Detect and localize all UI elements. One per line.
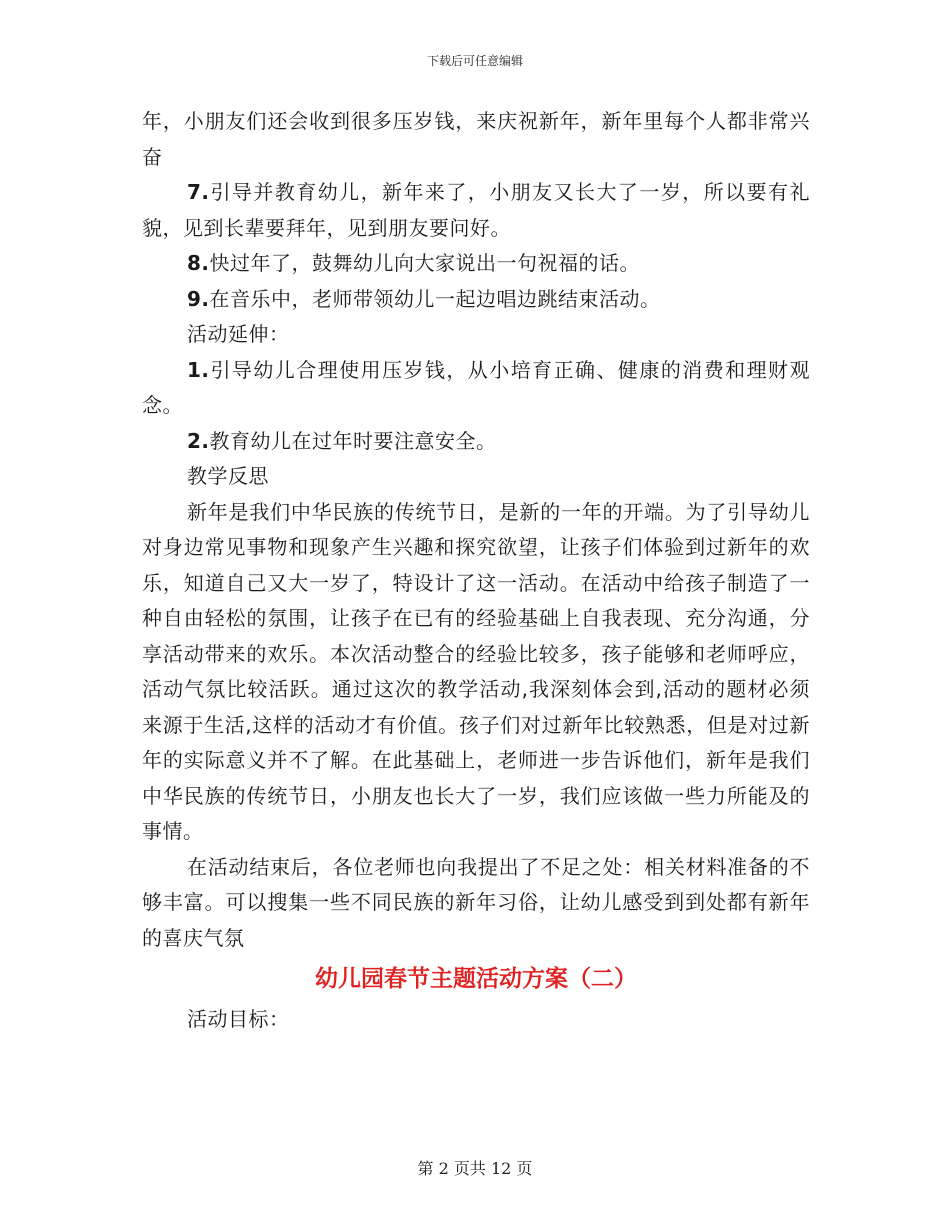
subheading-teaching-reflection [142,459,810,495]
paragraph-text: 年，小朋友们还会收到很多压岁钱，来庆祝新年，新年里每个人都非常兴奋 [142,109,810,169]
paragraph-text: 在活动结束后，各位老师也向我提出了不足之处：相关材料准备的不够丰富。可以搜集一些不同民族的新年习俗，让幼儿感受到到处都有新年的喜庆气氛 [142,854,810,950]
paragraph-text: 教学反思 [187,464,269,488]
paragraph-text: 引导幼儿合理使用压岁钱，从小培育正确、健康的消费和理财观念。 [142,357,810,417]
section-title: 幼儿园春节主题活动方案（二） [315,966,637,992]
paragraph-text: 引导并教育幼儿，新年来了，小朋友又长大了一岁，所以要有礼貌，见到长辈要拜年，见到朋友要问好。 [142,180,810,240]
paragraph-text: 快过年了，鼓舞幼儿向大家说出一句祝福的话。 [209,251,641,275]
subheading-activity-goals [142,1002,810,1038]
list-item-7 [142,175,810,246]
list-item-1 [142,353,810,424]
paragraph-continuation [142,104,810,175]
list-item-8 [142,246,810,282]
list-number: 1. [187,357,210,382]
list-item-2 [142,424,810,460]
list-item-9 [142,282,810,318]
page-header: 下载后可任意编辑 [426,54,523,68]
list-number: 7. [187,180,210,204]
list-number: 2. [187,428,210,453]
list-number: 8. [187,251,210,275]
paragraph-reflection [142,495,810,850]
paragraph-text: 在音乐中，老师带领幼儿一起边唱边跳结束活动。 [209,286,661,311]
paragraph-text: 活动延伸： [187,322,290,346]
document-body [142,104,810,1038]
paragraph-text: 新年是我们中华民族的传统节日，是新的一年的开端。为了引导幼儿对身边常见事物和现象产生兴趣和探究欲望，让孩子们体验到过新年的欢乐，知道自己又大一岁了，特设计了这一活动。在活动中给孩子制造了一种自由轻松的氛围，让孩子在已有的经验基础上自我表现、充分沟通，分享活动带来的欢乐。本次活动整合的经验比较多，孩子能够和老师呼应，活动气氛比较活跃。通过这次的教学活动,我深刻体会到,活动的题材必须来源于生活,这样的活动才有价值。孩子们对过新年比较熟悉，但是对过新年的实际意义并不了解。在此基础上，老师进一步告诉他们，新年是我们中华民族的传统节日，小朋友也长大了一岁，我们应该做一些力所能及的事情。 [142,499,810,843]
list-number: 9. [187,286,210,311]
subheading-activity-extension [142,317,810,353]
paragraph-text: 教育幼儿在过年时要注意安全。 [209,428,497,453]
paragraph-shortcomings [142,850,810,957]
page-footer: 第 2 页共 12 页 [417,1159,533,1178]
paragraph-text: 活动目标： [187,1007,290,1031]
